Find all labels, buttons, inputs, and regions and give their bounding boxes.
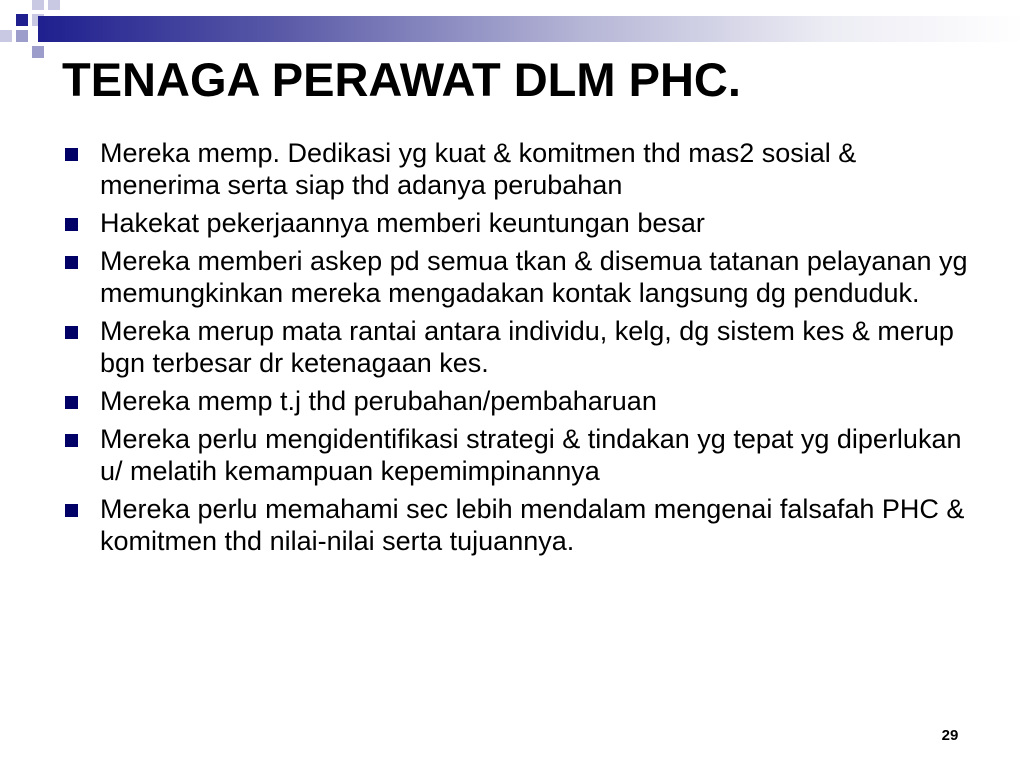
square-bullet-icon: [65, 326, 78, 339]
header-banner: [38, 16, 1024, 42]
bullet-item: [62, 493, 982, 557]
square-bullet-icon: [65, 504, 78, 517]
bullet-item: [62, 207, 982, 239]
bullet-list: [62, 137, 982, 563]
bullet-text: Mereka perlu mengidentifikasi strategi & tindakan yg tepat yg diperlukan u/ melatih kemampuan kepemimpinannya: [100, 424, 962, 486]
square-bullet-icon: [65, 148, 78, 161]
square-bullet-icon: [65, 396, 78, 409]
bullet-text: Mereka memp. Dedikasi yg kuat & komitmen thd mas2 sosial & menerima serta siap thd adanya perubahan: [100, 138, 857, 200]
bullet-text: Hakekat pekerjaannya memberi keuntungan besar: [100, 208, 705, 238]
slide-title: TENAGA PERAWAT DLM PHC.: [62, 53, 741, 106]
bullet-item: [62, 137, 982, 201]
page-number: 29: [941, 727, 959, 744]
bullet-item: [62, 245, 982, 309]
square-bullet-icon: [65, 218, 78, 231]
decorative-square: [32, 0, 44, 10]
bullet-text: Mereka perlu memahami sec lebih mendalam mengenai falsafah PHC & komitmen thd nilai-nilai serta tujuannya.: [100, 494, 965, 556]
bullet-item: [62, 385, 982, 417]
decorative-square: [48, 0, 60, 10]
bullet-text: Mereka memberi askep pd semua tkan & disemua tatanan pelayanan yg memungkinkan mereka mengadakan kontak langsung dg penduduk.: [100, 246, 968, 308]
decorative-square: [16, 30, 28, 42]
square-bullet-icon: [65, 434, 78, 447]
decorative-square: [16, 14, 28, 26]
bullet-text: Mereka memp t.j thd perubahan/pembaharuan: [100, 386, 657, 416]
bullet-item: [62, 423, 982, 487]
bullet-item: [62, 315, 982, 379]
bullet-text: Mereka merup mata rantai antara individu, kelg, dg sistem kes & merup bgn terbesar dr ketenagaan kes.: [100, 316, 954, 378]
square-bullet-icon: [65, 256, 78, 269]
decorative-square: [0, 30, 12, 42]
decorative-square: [32, 46, 44, 58]
